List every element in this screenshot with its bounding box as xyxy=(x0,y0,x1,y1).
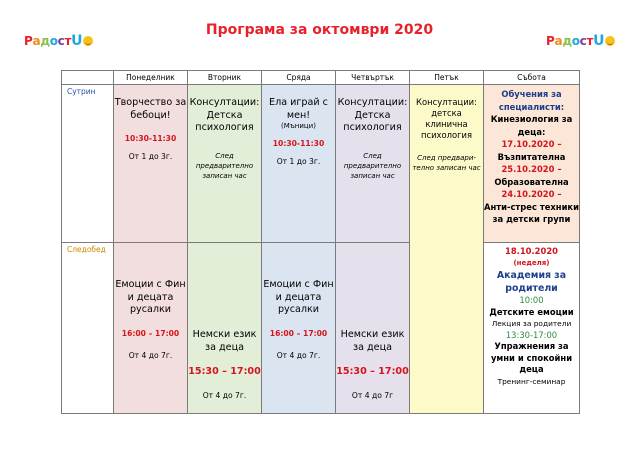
event-title: Упражнения за умни и спокойни деца xyxy=(490,341,573,374)
training-topic: Възпитателна xyxy=(497,151,566,162)
activity-age: От 4 до 7г. xyxy=(128,350,173,360)
activity-title: Ела играй с мен! xyxy=(269,97,328,121)
corner-cell xyxy=(62,71,114,85)
sat-morning-cell xyxy=(484,85,580,243)
activity-age: От 4 до 7г. xyxy=(202,390,247,400)
activity-title: Консултации: Детска психология xyxy=(189,97,260,133)
thu-morning-cell xyxy=(336,85,410,243)
mon-afternoon-cell xyxy=(114,243,188,414)
event-time: 10:00 xyxy=(519,295,544,305)
page-title: Програма за октомври 2020 xyxy=(205,22,434,38)
morning-row xyxy=(62,85,580,243)
activity-title: Емоции с Фин и децата русалки xyxy=(115,279,186,315)
schedule-table xyxy=(61,70,580,414)
activity-note: След предварително записан час xyxy=(195,151,254,180)
row-label-morning: Сутрин xyxy=(62,85,114,243)
training-date: 17.10.2020 – xyxy=(501,139,562,149)
header-row xyxy=(62,71,580,85)
training-topic: Образователна xyxy=(494,176,569,187)
training-topic: Анти-стрес техники за детски групи xyxy=(484,201,579,224)
logo-right: РадостU xyxy=(546,30,616,52)
activity-time: 15:30 – 17:00 xyxy=(336,366,409,377)
sat-afternoon-cell xyxy=(484,243,580,414)
mon-morning-cell xyxy=(114,85,188,243)
afternoon-row xyxy=(62,243,580,414)
event-note: Лекция за родители xyxy=(491,319,572,328)
activity-title: Консултации: детска клинична психология xyxy=(416,97,477,140)
activity-title: Немски език за деца xyxy=(340,329,405,353)
tue-morning-cell xyxy=(188,85,262,243)
event-date: 18.10.2020 xyxy=(505,246,558,256)
activity-age: От 4 до 7г xyxy=(351,390,394,400)
row-label-afternoon: Следобед xyxy=(62,243,114,414)
column-header: Четвъртък xyxy=(336,71,410,85)
wed-afternoon-cell xyxy=(262,243,336,414)
activity-time: 10:30-11:30 xyxy=(272,139,325,148)
activity-age: От 4 до 7г. xyxy=(276,350,321,360)
column-header: Сряда xyxy=(262,71,336,85)
activity-note: След предвари-телно записан час xyxy=(412,154,481,172)
event-title: Детските емоции xyxy=(489,306,574,317)
activity-time: 16:00 – 17:00 xyxy=(269,328,328,338)
training-date: 24.10.2020 – xyxy=(501,189,562,199)
column-header: Вторник xyxy=(188,71,262,85)
column-header: Събота xyxy=(484,71,580,85)
training-title: Обучения за специалисти: xyxy=(498,89,565,112)
column-header: Понеделник xyxy=(114,71,188,85)
fri-cell xyxy=(410,85,484,414)
activity-time: 10:30-11:30 xyxy=(124,134,177,143)
activity-age: От 1 до 3г. xyxy=(128,152,173,161)
wed-morning-cell xyxy=(262,85,336,243)
event-title: Академия за родители xyxy=(496,270,567,294)
smiley-icon xyxy=(605,36,615,46)
training-date: 25.10.2020 – xyxy=(501,164,562,174)
column-header: Петък xyxy=(410,71,484,85)
activity-age: От 1 до 3г. xyxy=(276,157,321,166)
activity-title: Консултации: Детска психология xyxy=(337,97,408,133)
thu-afternoon-cell xyxy=(336,243,410,414)
event-note: Тренинг-семинар xyxy=(497,376,566,386)
event-day: (неделя) xyxy=(513,258,550,267)
activity-time: 16:00 – 17:00 xyxy=(121,328,180,338)
activity-title: Емоции с Фин и децата русалки xyxy=(263,279,334,315)
activity-title: Творчество за бебоци! xyxy=(114,97,187,121)
smiley-icon xyxy=(83,36,93,46)
activity-title: Немски език за деца xyxy=(192,329,257,353)
activity-time: 15:30 – 17:00 xyxy=(188,366,261,377)
event-time: 13:30-17:00 xyxy=(505,329,558,340)
training-subtitle: Кинезиология за деца: xyxy=(490,114,573,137)
tue-afternoon-cell xyxy=(188,243,262,414)
activity-note: След предварително записан час xyxy=(343,151,402,180)
logo-left: РадостU xyxy=(24,30,94,52)
activity-subtitle: (Мъници) xyxy=(281,122,316,130)
